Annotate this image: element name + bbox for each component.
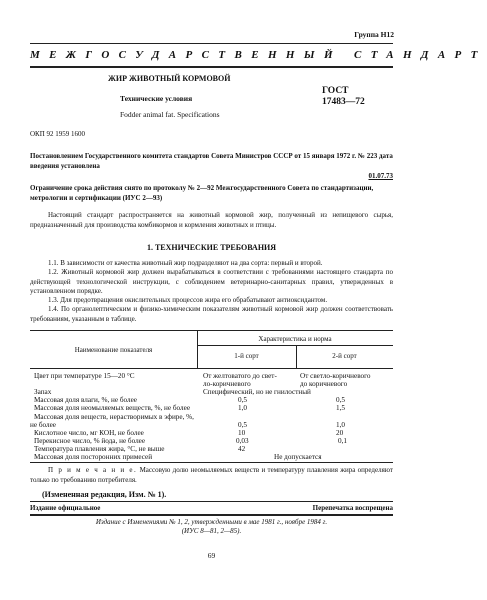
- footer-rule-thick: [30, 514, 393, 516]
- table-row-label: не более: [30, 421, 56, 429]
- restriction-note: Ограничение срока действия снято по протоколу № 2—92 Межгосударственного Совета по стандартизации, метрологии и сертификации (ИУС 2—93): [30, 184, 374, 202]
- gost-label: ГОСТ: [322, 86, 349, 96]
- table-row-label: Цвет при температуре 15—20 °С: [34, 372, 135, 380]
- table-note: [30, 466, 393, 485]
- table-cell: 0,5: [238, 396, 247, 404]
- table-cell: 0,03: [236, 437, 249, 445]
- footer-rule: [30, 501, 393, 502]
- note-text: Массовую долю неомыляемых веществ и температуру плавления жира определяют только по требованию потребителя.: [30, 466, 393, 484]
- table-cell: ло-коричневого: [203, 380, 251, 388]
- clause-1-3: 1.3. Для предотвращения окислительных процессов жира его обрабатывают антиоксидантом.: [48, 296, 328, 304]
- clause-1-4: 1.4. По органолептическим и физико-химическим показателям животный кормовой жир должен соответствовать требованиям, указанным в таблице.: [30, 305, 393, 323]
- clause-1-2: 1.2. Животный кормовой жир должен вырабатываться в соответствии с требованиями настоящего стандарта по действующей технологической инструкции, с соблюдением ветеринарно-санитарных правил, утвержденных в установленном порядке.: [30, 268, 393, 295]
- table-header-grade-1: 1-й сорт: [234, 352, 259, 360]
- table-cell: Специфический, но не гнилостный: [203, 388, 311, 396]
- table-row-label: Температура плавления жира, °С, не выше: [34, 445, 165, 453]
- table-cell: 0,1: [338, 437, 347, 445]
- edition-info-line1: Издание с Изменениями № 1, 2, утвержденными в мае 1981 г., ноябре 1984 г.: [95, 518, 328, 526]
- reprint-notice: Перепечатка воспрещена: [312, 504, 393, 512]
- table-cell: 0,5: [336, 396, 345, 404]
- banner-rule: [30, 66, 393, 68]
- table-cell: От светло-коричневого: [300, 372, 371, 380]
- document-title-english: Fodder animal fat. Specifications: [120, 110, 220, 119]
- resolution-text: Постановлением Государственного комитета стандартов Совета Министров СССР от 15 января 1972 г. № 223 дата введения установлена: [30, 152, 393, 170]
- table-bottom-rule: [30, 462, 393, 463]
- table-cell: до коричневого: [300, 380, 348, 388]
- table-cell: 42: [238, 445, 246, 453]
- document-subtitle: Технические условия: [120, 94, 193, 103]
- clause-1-1: 1.1. В зависимости от качества животный жир подразделяют на два сорта: первый и второй.: [48, 259, 323, 267]
- table-row-label: Кислотное число, мг КОН, не более: [34, 429, 144, 437]
- top-rule: [30, 43, 393, 44]
- table-cell: 1,5: [336, 404, 345, 412]
- intro-paragraph: Настоящий стандарт распространяется на животный кормовой жир, полученный из непищевого сырья, предназначенный для производства комбикормов и кормления животных и птицы.: [30, 211, 393, 229]
- document-title: ЖИР ЖИВОТНЫЙ КОРМОВОЙ: [108, 74, 231, 83]
- table-row-label: Массовая доля влаги, %, не более: [34, 396, 137, 404]
- official-edition: Издание официальное: [30, 504, 101, 512]
- edition-info-line2: (ИУС 8—81, 2—85).: [181, 527, 242, 535]
- table-top-rule: [30, 330, 393, 331]
- table-cell: 0,5: [238, 421, 247, 429]
- table-header-indicator: Наименование показателя: [74, 346, 153, 354]
- table-cell: Не допускается: [274, 453, 322, 461]
- table-cell: 20: [336, 429, 344, 437]
- table-row-label: Массовая доля неомыляемых веществ, %, не более: [34, 404, 191, 412]
- table-cell: 10: [238, 429, 246, 437]
- table-header-rule: [30, 368, 393, 369]
- okp-code: ОКП 92 1959 1600: [30, 130, 86, 138]
- table-cell: 1,0: [336, 421, 345, 429]
- group-label: Группа Н12: [354, 30, 394, 39]
- table-row-label: Перекисное число, % йода, не более: [34, 437, 146, 445]
- table-cell: От желтоватого до свет-: [203, 372, 277, 380]
- note-label: П р и м е ч а н и е.: [48, 466, 138, 474]
- page-number: 69: [207, 551, 216, 560]
- table-group-rule: [197, 345, 393, 346]
- table-header-group: Характеристика и норма: [258, 335, 332, 343]
- standard-banner: МЕЖГОСУДАРСТВЕННЫЙ СТАНДАРТ: [30, 49, 487, 61]
- table-row-label: Массовая доля посторонних примесей: [34, 453, 153, 461]
- effective-date: 01.07.73: [368, 172, 393, 180]
- gost-number: 17483—72: [322, 97, 365, 107]
- table-cell: 1,0: [238, 404, 247, 412]
- table-row-label: Массовая доля веществ, нерастворимых в эфире, %,: [34, 413, 194, 421]
- revision-note: (Измененная редакция, Изм. № 1).: [42, 490, 167, 499]
- table-header-grade-2: 2-й сорт: [332, 352, 357, 360]
- section-heading: 1. ТЕХНИЧЕСКИЕ ТРЕБОВАНИЯ: [146, 243, 277, 252]
- table-row-label: Запах: [34, 388, 52, 396]
